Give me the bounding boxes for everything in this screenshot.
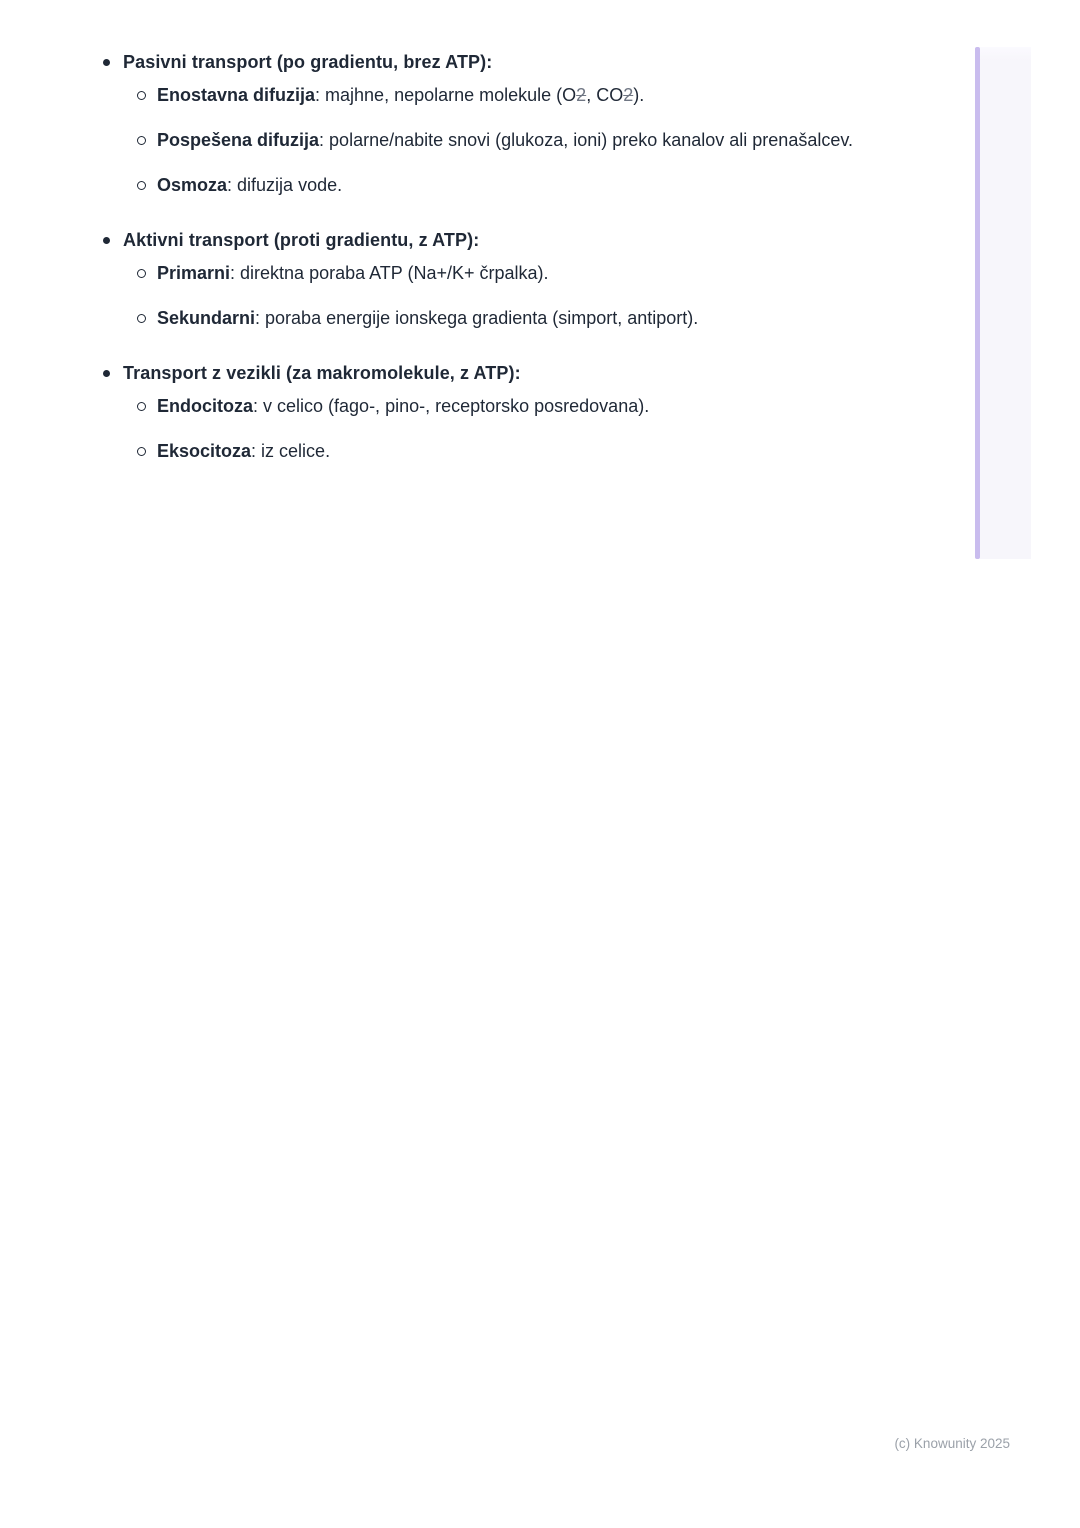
notes-outline bbox=[96, 47, 853, 467]
group-title-row bbox=[96, 47, 853, 78]
item-text-segment: : majhne, nepolarne molekule (O bbox=[315, 85, 577, 105]
group-title: Transport z vezikli (za makromolekule, z ATP): bbox=[123, 363, 521, 383]
item-text bbox=[157, 170, 342, 201]
group-title: Aktivni transport (proti gradientu, z ATP): bbox=[123, 230, 480, 250]
item-text-segment: , CO bbox=[586, 85, 624, 105]
bullet-circle-icon bbox=[137, 314, 146, 323]
bullet-circle-icon bbox=[137, 136, 146, 145]
item-text bbox=[157, 303, 698, 334]
item-term: Pospešena difuzija bbox=[157, 130, 320, 150]
item-text-segment-strike: 2 bbox=[576, 85, 587, 105]
bullet-disc-icon bbox=[103, 237, 110, 244]
list-item bbox=[130, 391, 853, 422]
outline-group-pasivni-transport bbox=[96, 47, 853, 201]
item-text-segment: : difuzija vode. bbox=[227, 175, 343, 195]
item-text bbox=[157, 125, 853, 156]
bullet-circle-icon bbox=[137, 402, 146, 411]
group-sublist bbox=[130, 258, 853, 334]
item-term: Enostavna difuzija bbox=[157, 85, 316, 105]
list-item bbox=[130, 125, 853, 156]
item-text-segment: ). bbox=[633, 85, 645, 105]
item-text bbox=[157, 391, 649, 422]
outline-group-transport-z-vezikli bbox=[96, 358, 853, 467]
item-term: Osmoza bbox=[157, 175, 228, 195]
bullet-disc-icon bbox=[103, 370, 110, 377]
item-term: Endocitoza bbox=[157, 396, 254, 416]
item-text-segment-strike: 2 bbox=[623, 85, 634, 105]
group-title-row bbox=[96, 358, 853, 389]
list-item bbox=[130, 436, 853, 467]
item-text-segment: : polarne/nabite snovi (glukoza, ioni) preko kanalov ali prenašalcev. bbox=[319, 130, 854, 150]
item-text bbox=[157, 436, 330, 467]
group-sublist bbox=[130, 391, 853, 467]
list-item bbox=[130, 258, 853, 289]
bullet-disc-icon bbox=[103, 59, 110, 66]
bullet-circle-icon bbox=[137, 269, 146, 278]
group-sublist bbox=[130, 80, 853, 201]
item-text bbox=[157, 80, 644, 111]
item-text-segment: : direktna poraba ATP (Na+/K+ črpalka). bbox=[230, 263, 549, 283]
item-term: Sekundarni bbox=[157, 308, 256, 328]
item-text-segment: : iz celice. bbox=[251, 441, 331, 461]
group-title-row bbox=[96, 225, 853, 256]
bullet-circle-icon bbox=[137, 181, 146, 190]
bullet-circle-icon bbox=[137, 447, 146, 456]
bullet-circle-icon bbox=[137, 91, 146, 100]
item-text-segment: : poraba energije ionskega gradienta (simport, antiport). bbox=[255, 308, 699, 328]
group-title: Pasivni transport (po gradientu, brez ATP): bbox=[123, 52, 493, 72]
item-text-segment: : v celico (fago-, pino-, receptorsko posredovana). bbox=[253, 396, 650, 416]
item-text bbox=[157, 258, 549, 289]
list-item bbox=[130, 80, 853, 111]
copyright-footer: (c) Knowunity 2025 bbox=[894, 1436, 1010, 1451]
outline-group-aktivni-transport bbox=[96, 225, 853, 334]
list-item bbox=[130, 170, 853, 201]
item-term: Eksocitoza bbox=[157, 441, 252, 461]
right-edge-panel bbox=[980, 47, 1031, 559]
item-term: Primarni bbox=[157, 263, 231, 283]
list-item bbox=[130, 303, 853, 334]
